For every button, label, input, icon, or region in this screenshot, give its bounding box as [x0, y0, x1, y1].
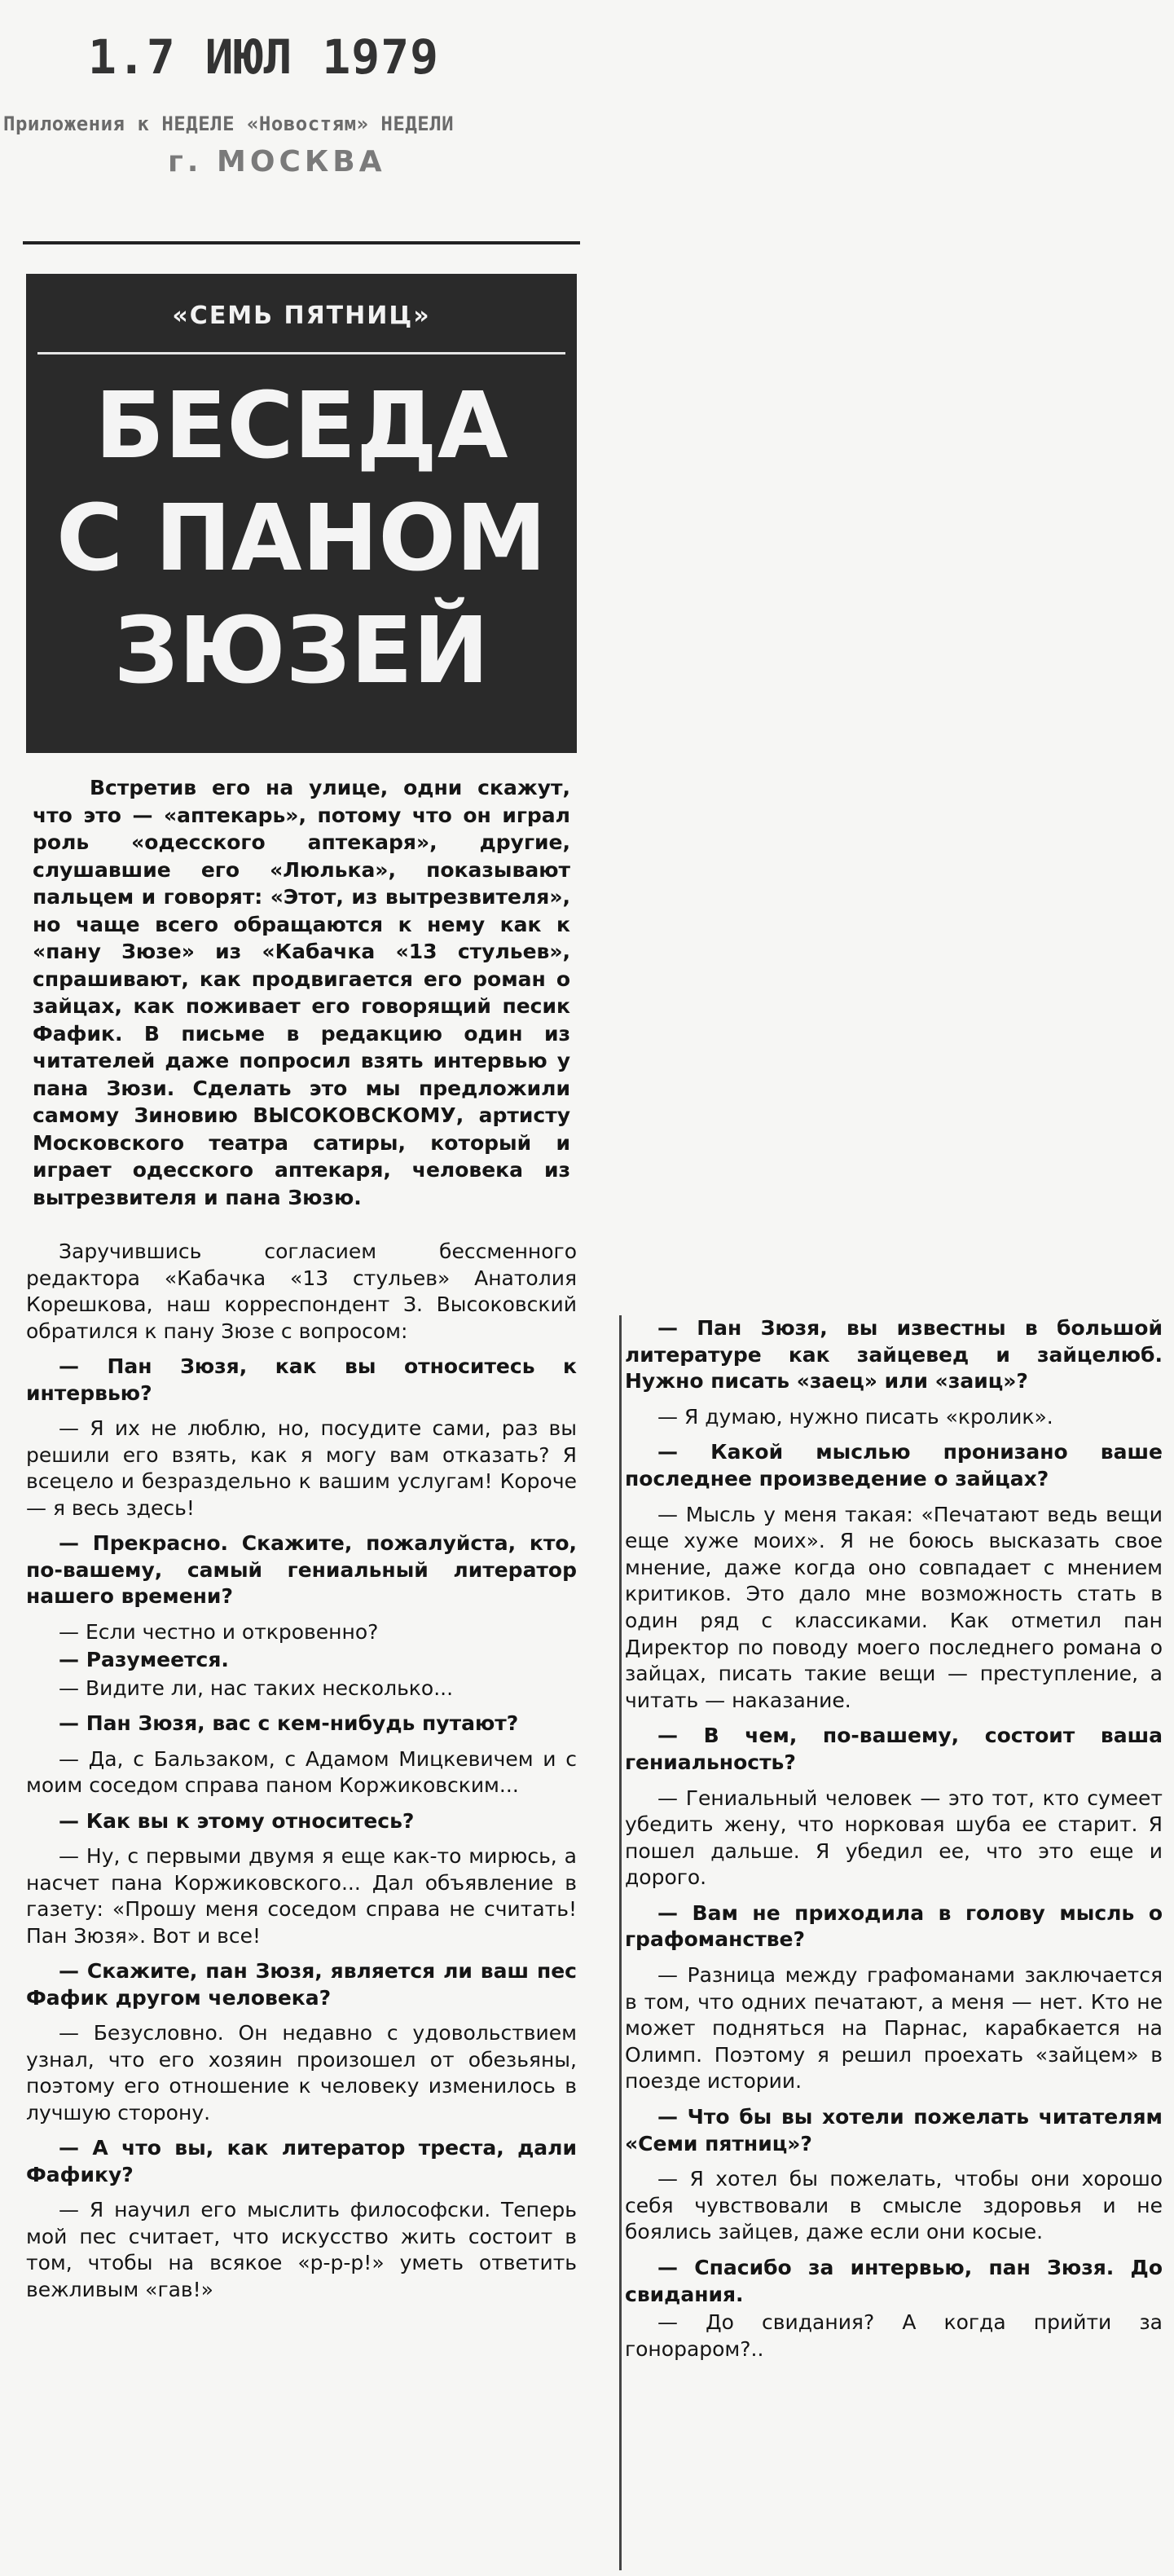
- question-paragraph: — Пан Зюзя, вас с кем-нибудь путают?: [59, 1711, 519, 1735]
- rubric-title: «СЕМЬ ПЯТНИЦ»: [172, 302, 431, 330]
- answer-paragraph: — Я думаю, нужно писать «кролик».: [657, 1404, 1053, 1429]
- answer-paragraph: — Если честно и откровенно?: [59, 1619, 379, 1644]
- archive-stamp: [0, 0, 587, 220]
- answer-paragraph: — Мысль у меня такая: «Печатают ведь вещи еще хуже моих». Я не боюсь высказать свое мнение, даже когда оно совпадает с мнением критиков. Это дало мне возможность стать в один ряд с классиками. Как отметил пан Директор по поводу моего последнего романа о зайцах, писать такие вещи — преступление, а читать — наказание.: [625, 1502, 1163, 1712]
- rubric-divider: [37, 352, 565, 354]
- answer-paragraph: — Безусловно. Он недавно с удовольствием узнал, что его хозяин произошел от обезьяны, поэтому его отношение к человеку изменилось в лучшую сторону.: [26, 2021, 577, 2125]
- question-paragraph: — Прекрасно. Скажите, пожалуйста, кто, по-вашему, самый гениальный литератор нашего времени?: [26, 1531, 577, 1608]
- headline: [26, 370, 577, 707]
- headline-line: БЕСЕДА: [95, 373, 508, 479]
- top-rule: [23, 241, 580, 244]
- headline-block: [26, 274, 577, 753]
- question-paragraph: — В чем, по-вашему, состоит ваша гениальность?: [625, 1724, 1163, 1774]
- answer-paragraph: — До свидания? А когда прийти за гонораром?..: [625, 2310, 1163, 2361]
- answer-paragraph: — Гениальный человек — это тот, кто сумеет убедить жену, что норковая шуба ее старит. Я пошел дальше. Я убедил ее, что это еще и дорого.: [625, 1786, 1163, 1890]
- question-paragraph: — Спасибо за интервью, пан Зюзя. До свидания.: [625, 2256, 1163, 2306]
- answer-paragraph: — Да, с Бальзаком, с Адамом Мицкевичем и с моим соседом справа паном Коржиковским...: [26, 1746, 577, 1797]
- question-paragraph: — Какой мыслью пронизано ваше последнее произведение о зайцах?: [625, 1440, 1163, 1491]
- stamp-organization: Приложения к НЕДЕЛЕ «Новостям» НЕДЕЛИ: [3, 112, 455, 135]
- right-dialogue: [625, 1315, 1163, 2362]
- stamp-city: г. МОСКВА: [168, 145, 386, 178]
- left-column: [26, 774, 577, 2575]
- question-paragraph: — Как вы к этому относитесь?: [59, 1808, 415, 1833]
- answer-paragraph: — Разница между графоманами заключается в том, что одних печатают, а меня — нет. Кто не может подняться на Парнас, карабкается на Олимп. Поэтому я решил проехать «зайцем» в поезде истории.: [625, 1963, 1163, 2094]
- question-paragraph: — Разумеется.: [59, 1648, 229, 1671]
- headline-line: С ПАНОМ: [56, 486, 547, 592]
- question-paragraph: — Пан Зюзя, вы известны в большой литературе как зайцевед и зайцелюб. Нужно писать «заец» или «заиц»?: [625, 1316, 1163, 1394]
- question-paragraph: — Пан Зюзя, как вы относитесь к интервью?: [26, 1354, 577, 1405]
- intro-paragraph: Встретив его на улице, одни скажут, что это — «аптекарь», потому что он играл роль «одесского аптекаря», другие, слушавшие его «Люлька», показывают пальцем и говорят: «Этот, из вытрезвителя», но чаще всего обращаются к нему как к «пану Зюзе» из «Кабачка «13 стульев», спрашивают, как продвигается его роман о зайцах, как поживает его говорящий песик Фафик. В письме в редакцию один из читателей даже попросил взять интервью у пана Зюзи. Сделать это мы предложили самому Зиновию ВЫСОКОВСКОМУ, артисту Московского театра сатиры, который и играет одесского аптекаря, человека из вытрезвителя и пана Зюзю.: [33, 776, 570, 1209]
- answer-paragraph: — Видите ли, нас таких несколько...: [59, 1676, 454, 1700]
- question-paragraph: — Что бы вы хотели пожелать читателям «Семи пятниц»?: [625, 2105, 1163, 2155]
- answer-paragraph: — Я их не люблю, но, посудите сами, раз вы решили его взять, как я могу вам отказать? Я всецело и безраздельно к вашим услугам! Короче — я весь здесь!: [26, 1416, 577, 1520]
- left-dialogue: [26, 1239, 577, 2303]
- answer-paragraph: — Ну, с первыми двумя я еще как-то мирюсь, а насчет пана Коржиковского... Дал объявление в газету: «Прошу меня соседом справа не считать! Пан Зюзя». Вот и все!: [26, 1844, 577, 1948]
- right-column: [619, 1315, 1170, 2570]
- stamp-date: 1.7 ИЮЛ 1979: [88, 29, 440, 85]
- answer-paragraph: — Я научил его мыслить философски. Теперь мой пес считает, что искусство жить состоит в том, чтобы на всякое «р-р-р!» уметь ответить вежливым «гав!»: [26, 2198, 577, 2301]
- answer-paragraph: — Я хотел бы пожелать, чтобы они хорошо себя чувствовали в смысле здоровья и не боялись зайцев, даже если они косые.: [625, 2167, 1163, 2244]
- question-paragraph: — А что вы, как литератор треста, дали Фафику?: [26, 2136, 577, 2186]
- question-paragraph: — Скажите, пан Зюзя, является ли ваш пес Фафик другом человека?: [26, 1959, 577, 2010]
- question-paragraph: — Вам не приходила в голову мысль о графоманстве?: [625, 1900, 1163, 1952]
- headline-line: ЗЮЗЕЙ: [113, 598, 490, 704]
- answer-paragraph: Заручившись согласием бессменного редактора «Кабачка «13 стульев» Анатолия Корешкова, наш корреспондент З. Высоковский обратился к пану Зюзе с вопросом:: [26, 1240, 577, 1343]
